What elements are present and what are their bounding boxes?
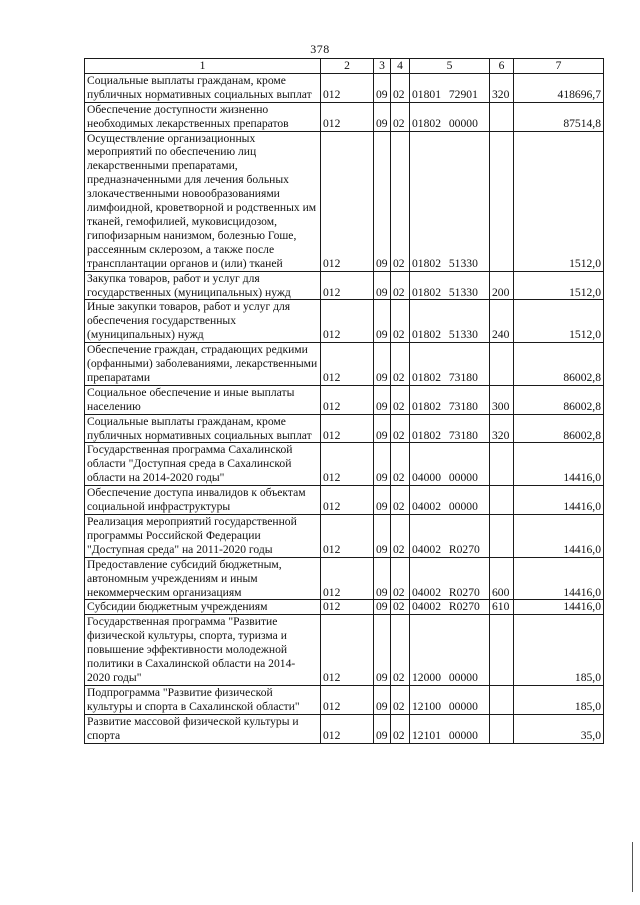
expense-type-code: 610 [490, 600, 514, 615]
amount: 185,0 [514, 685, 604, 714]
subsection-code: 02 [391, 131, 410, 271]
subsection-code: 02 [391, 102, 410, 131]
section-code: 09 [374, 102, 391, 131]
target-article-code: 04002 00000 [410, 486, 490, 515]
target-article-code: 01802 73180 [410, 385, 490, 414]
ministry-code: 012 [321, 600, 374, 615]
table-row [85, 102, 604, 131]
amount: 87514,8 [514, 102, 604, 131]
amount: 14416,0 [514, 557, 604, 600]
ministry-code: 012 [321, 343, 374, 386]
row-name: Осуществление организационных мероприятий по обеспечению лиц лекарственными препаратами, предназначенными для лечения больных злокачественными новообразованиями лимфоидной, кроветворной и родственных им тканей, гемофилией, муковисцидозом, гипофизарным нанизмом, болезнью Гоше, рассеянным склерозом, а также после трансплантации органов и (или) тканей [85, 131, 321, 271]
target-article-code: 01801 72901 [410, 73, 490, 102]
subsection-code: 02 [391, 343, 410, 386]
row-name: Социальное обеспечение и иные выплаты населению [85, 385, 321, 414]
expense-type-code [490, 685, 514, 714]
amount: 86002,8 [514, 385, 604, 414]
section-code: 09 [374, 600, 391, 615]
ministry-code: 012 [321, 385, 374, 414]
subsection-code: 02 [391, 271, 410, 300]
target-article-code: 12000 00000 [410, 615, 490, 686]
subsection-code: 02 [391, 414, 410, 443]
section-code: 09 [374, 615, 391, 686]
table-row [85, 343, 604, 386]
subsection-code: 02 [391, 557, 410, 600]
ministry-code: 012 [321, 414, 374, 443]
ministry-code: 012 [321, 486, 374, 515]
header-cell: 5 [410, 59, 490, 74]
amount: 14416,0 [514, 486, 604, 515]
row-name: Социальные выплаты гражданам, кроме публичных нормативных социальных выплат [85, 73, 321, 102]
table-row [85, 73, 604, 102]
amount: 14416,0 [514, 600, 604, 615]
section-code: 09 [374, 271, 391, 300]
target-article-code: 04002 R0270 [410, 515, 490, 558]
expense-type-code: 320 [490, 414, 514, 443]
amount: 14416,0 [514, 515, 604, 558]
row-name: Развитие массовой физической культуры и спорта [85, 714, 321, 743]
header-cell: 4 [391, 59, 410, 74]
target-article-code: 01802 00000 [410, 102, 490, 131]
row-name: Реализация мероприятий государственной программы Российской Федерации "Доступная среда" на 2011-2020 годы [85, 515, 321, 558]
target-article-code: 01802 51330 [410, 131, 490, 271]
row-name: Обеспечение граждан, страдающих редкими (орфанными) заболеваниями, лекарственными препаратами [85, 343, 321, 386]
section-code: 09 [374, 515, 391, 558]
expense-type-code: 200 [490, 271, 514, 300]
target-article-code: 01802 51330 [410, 300, 490, 343]
row-name: Предоставление субсидий бюджетным, автономным учреждениям и иным некоммерческим организациям [85, 557, 321, 600]
expense-type-code [490, 714, 514, 743]
table-row [85, 414, 604, 443]
ministry-code: 012 [321, 714, 374, 743]
target-article-code: 01802 73180 [410, 343, 490, 386]
amount: 86002,8 [514, 414, 604, 443]
ministry-code: 012 [321, 557, 374, 600]
subsection-code: 02 [391, 443, 410, 486]
section-code: 09 [374, 685, 391, 714]
ministry-code: 012 [321, 131, 374, 271]
header-cell: 3 [374, 59, 391, 74]
table-row [85, 557, 604, 600]
subsection-code: 02 [391, 685, 410, 714]
table-row [85, 615, 604, 686]
amount: 418696,7 [514, 73, 604, 102]
section-code: 09 [374, 131, 391, 271]
header-cell: 1 [85, 59, 321, 74]
header-row [85, 59, 604, 74]
table-row [85, 385, 604, 414]
row-name: Обеспечение доступа инвалидов к объектам социальной инфраструктуры [85, 486, 321, 515]
subsection-code: 02 [391, 615, 410, 686]
ministry-code: 012 [321, 102, 374, 131]
amount: 185,0 [514, 615, 604, 686]
section-code: 09 [374, 385, 391, 414]
ministry-code: 012 [321, 271, 374, 300]
amount: 1512,0 [514, 131, 604, 271]
table-row [85, 300, 604, 343]
expense-type-code [490, 515, 514, 558]
expense-type-code: 240 [490, 300, 514, 343]
row-name: Закупка товаров, работ и услуг для государственных (муниципальных) нужд [85, 271, 321, 300]
page-number: 378 [310, 42, 330, 56]
table-row [85, 443, 604, 486]
expense-type-code [490, 615, 514, 686]
expense-type-code [490, 486, 514, 515]
amount: 1512,0 [514, 300, 604, 343]
ministry-code: 012 [321, 443, 374, 486]
subsection-code: 02 [391, 486, 410, 515]
subsection-code: 02 [391, 300, 410, 343]
header-cell: 7 [514, 59, 604, 74]
scan-edge-mark [632, 842, 633, 892]
table-row [85, 515, 604, 558]
subsection-code: 02 [391, 600, 410, 615]
target-article-code: 04002 R0270 [410, 600, 490, 615]
header-cell: 6 [490, 59, 514, 74]
row-name: Подпрограмма "Развитие физической культуры и спорта в Сахалинской области" [85, 685, 321, 714]
subsection-code: 02 [391, 714, 410, 743]
subsection-code: 02 [391, 515, 410, 558]
amount: 14416,0 [514, 443, 604, 486]
row-name: Государственная программа "Развитие физической культуры, спорта, туризма и повышение эффективности молодежной политики в Сахалинской области на 2014-2020 годы" [85, 615, 321, 686]
section-code: 09 [374, 73, 391, 102]
target-article-code: 12101 00000 [410, 714, 490, 743]
table-row [85, 271, 604, 300]
section-code: 09 [374, 443, 391, 486]
target-article-code: 01802 51330 [410, 271, 490, 300]
expense-type-code: 300 [490, 385, 514, 414]
budget-table [84, 58, 604, 744]
expense-type-code [490, 102, 514, 131]
expense-type-code [490, 343, 514, 386]
row-name: Государственная программа Сахалинской области "Доступная среда в Сахалинской области на 2014-2020 годы" [85, 443, 321, 486]
table-row [85, 486, 604, 515]
section-code: 09 [374, 714, 391, 743]
table-row [85, 600, 604, 615]
subsection-code: 02 [391, 385, 410, 414]
row-name: Обеспечение доступности жизненно необходимых лекарственных препаратов [85, 102, 321, 131]
amount: 1512,0 [514, 271, 604, 300]
expense-type-code: 320 [490, 73, 514, 102]
ministry-code: 012 [321, 515, 374, 558]
row-name: Иные закупки товаров, работ и услуг для обеспечения государственных (муниципальных) нужд [85, 300, 321, 343]
section-code: 09 [374, 486, 391, 515]
section-code: 09 [374, 557, 391, 600]
row-name: Социальные выплаты гражданам, кроме публичных нормативных социальных выплат [85, 414, 321, 443]
expense-type-code [490, 131, 514, 271]
section-code: 09 [374, 414, 391, 443]
ministry-code: 012 [321, 73, 374, 102]
ministry-code: 012 [321, 685, 374, 714]
table-row [85, 131, 604, 271]
target-article-code: 04002 R0270 [410, 557, 490, 600]
ministry-code: 012 [321, 300, 374, 343]
expense-type-code: 600 [490, 557, 514, 600]
table-row [85, 685, 604, 714]
target-article-code: 01802 73180 [410, 414, 490, 443]
target-article-code: 04000 00000 [410, 443, 490, 486]
table-row [85, 714, 604, 743]
row-name: Субсидии бюджетным учреждениям [85, 600, 321, 615]
amount: 86002,8 [514, 343, 604, 386]
amount: 35,0 [514, 714, 604, 743]
header-cell: 2 [321, 59, 374, 74]
ministry-code: 012 [321, 615, 374, 686]
section-code: 09 [374, 343, 391, 386]
subsection-code: 02 [391, 73, 410, 102]
target-article-code: 12100 00000 [410, 685, 490, 714]
section-code: 09 [374, 300, 391, 343]
expense-type-code [490, 443, 514, 486]
